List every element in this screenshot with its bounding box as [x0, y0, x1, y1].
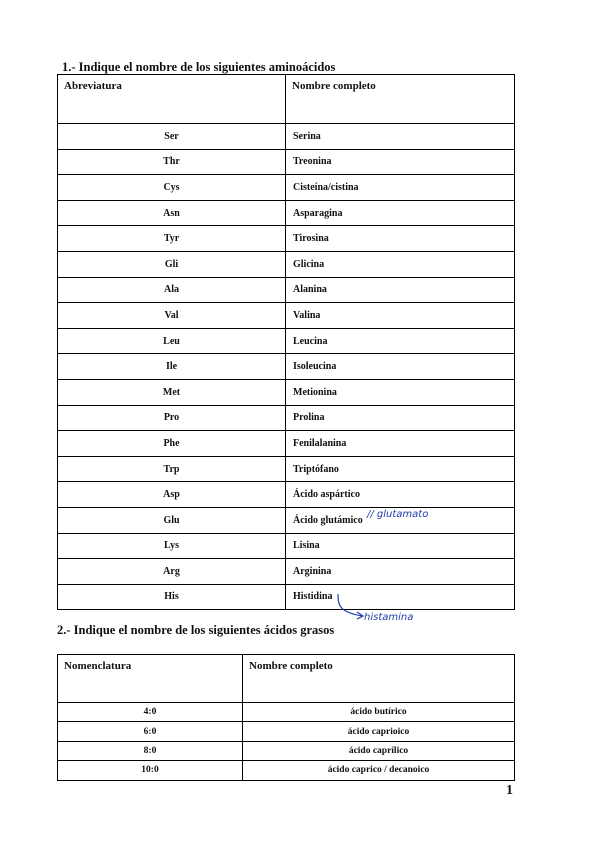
abbreviation-cell: Thr	[58, 149, 286, 175]
table-row	[58, 722, 515, 741]
table-row	[58, 559, 515, 585]
amino-acid-table	[57, 74, 515, 610]
page-number: 1	[506, 783, 513, 798]
abbreviation-cell: Ala	[58, 277, 286, 303]
table-row	[58, 761, 515, 780]
abbreviation-cell: Cys	[58, 175, 286, 201]
abbreviation-cell: Ile	[58, 354, 286, 380]
full-name-cell: Cisteína/cistina	[286, 175, 515, 201]
abbreviation-cell: Tyr	[58, 226, 286, 252]
table-row	[58, 584, 515, 610]
full-name-cell: Tirosina	[286, 226, 515, 252]
full-name-cell: ácido caprioico	[243, 722, 515, 741]
abbreviation-cell: Val	[58, 303, 286, 329]
table-row	[58, 533, 515, 559]
table-row	[58, 328, 515, 354]
header-abreviatura: Abreviatura	[58, 75, 286, 124]
full-name-cell: Asparagina	[286, 200, 515, 226]
full-name-cell: Valina	[286, 303, 515, 329]
abbreviation-cell: His	[58, 584, 286, 610]
section1-title: 1.- Indique el nombre de los siguientes aminoácidos	[62, 60, 336, 74]
full-name-cell: ácido caprico / decanoico	[243, 761, 515, 780]
full-name-cell: ácido caprílico	[243, 741, 515, 760]
table-row	[58, 226, 515, 252]
table-row	[58, 124, 515, 150]
table-row	[58, 379, 515, 405]
table-row	[58, 456, 515, 482]
abbreviation-cell: Asn	[58, 200, 286, 226]
handwritten-note-histamina: histamina	[364, 612, 414, 623]
full-name-cell: Glicina	[286, 251, 515, 277]
abbreviation-cell: Arg	[58, 559, 286, 585]
full-name-cell: Prolina	[286, 405, 515, 431]
full-name-cell: Isoleucina	[286, 354, 515, 380]
full-name-cell: Serina	[286, 124, 515, 150]
full-name-cell: Lisina	[286, 533, 515, 559]
fatty-acid-table	[57, 654, 515, 781]
header-nombre-completo: Nombre completo	[243, 655, 515, 703]
full-name-cell: Metionina	[286, 379, 515, 405]
table-row	[58, 482, 515, 508]
nomenclature-cell: 4:0	[58, 703, 243, 722]
abbreviation-cell: Met	[58, 379, 286, 405]
abbreviation-cell: Trp	[58, 456, 286, 482]
header-nomenclatura: Nomenclatura	[58, 655, 243, 703]
table-row	[58, 149, 515, 175]
full-name-cell: Treonina	[286, 149, 515, 175]
abbreviation-cell: Asp	[58, 482, 286, 508]
full-name-cell: Arginina	[286, 559, 515, 585]
table-row	[58, 251, 515, 277]
table-row	[58, 507, 515, 533]
table-row	[58, 303, 515, 329]
full-name-cell: Fenilalanina	[286, 431, 515, 457]
handwritten-note-glutamato: // glutamato	[367, 509, 429, 520]
table-row	[58, 703, 515, 722]
abbreviation-cell: Gli	[58, 251, 286, 277]
full-name-cell: ácido butírico	[243, 703, 515, 722]
nomenclature-cell: 10:0	[58, 761, 243, 780]
abbreviation-cell: Phe	[58, 431, 286, 457]
abbreviation-cell: Lys	[58, 533, 286, 559]
table-row	[58, 741, 515, 760]
table-row	[58, 431, 515, 457]
section2-title: 2.- Indique el nombre de los siguientes ácidos grasos	[57, 623, 335, 637]
abbreviation-cell: Ser	[58, 124, 286, 150]
full-name-cell: Triptófano	[286, 456, 515, 482]
table-row	[58, 200, 515, 226]
header-nombre-completo: Nombre completo	[286, 75, 515, 124]
full-name-cell: Leucina	[286, 328, 515, 354]
full-name-cell: Histidina	[286, 584, 515, 610]
abbreviation-cell: Leu	[58, 328, 286, 354]
table-row	[58, 354, 515, 380]
abbreviation-cell: Pro	[58, 405, 286, 431]
full-name-cell: Ácido aspártico	[286, 482, 515, 508]
table-header-row	[58, 75, 515, 124]
table-header-row	[58, 655, 515, 703]
table-row	[58, 277, 515, 303]
full-name-cell: Ácido glutámico	[286, 507, 515, 533]
nomenclature-cell: 8:0	[58, 741, 243, 760]
abbreviation-cell: Glu	[58, 507, 286, 533]
nomenclature-cell: 6:0	[58, 722, 243, 741]
table-row	[58, 175, 515, 201]
full-name-cell: Alanina	[286, 277, 515, 303]
table-row	[58, 405, 515, 431]
